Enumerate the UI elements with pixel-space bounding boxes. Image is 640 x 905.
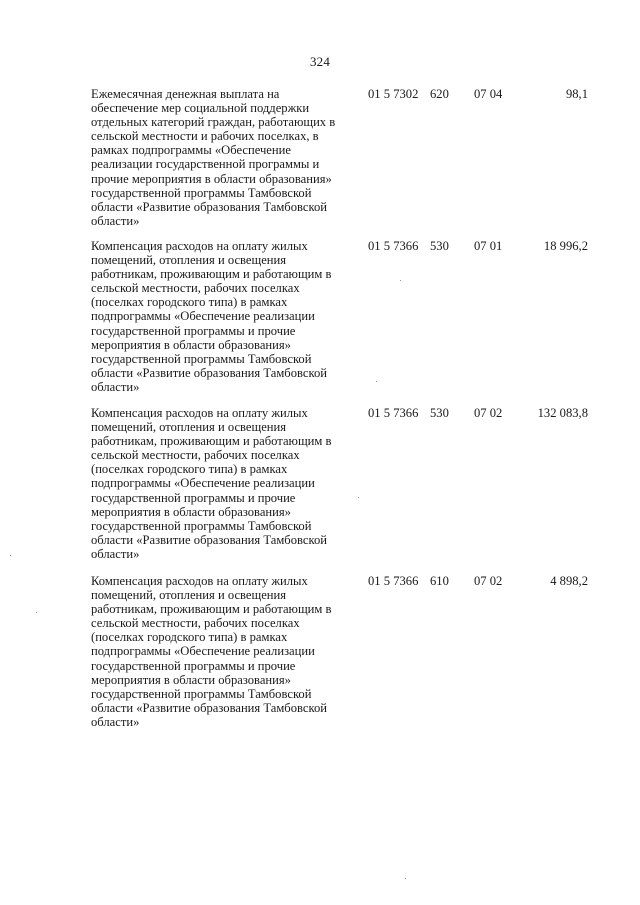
page-number: 324	[309, 54, 331, 69]
expense-description: Компенсация расходов на оплату жилых помещений, отопления и освещения работникам, проживающим и работающим в сельской местности, рабочих поселках (поселках городского типа) в рамках подпрограммы «Обеспечение реализации государственной программы и прочие мероприятия в области образования» государственной программы Тамбовской области «Развитие образования Тамбовской области»	[91, 574, 332, 729]
target-article-code: 01 5 7366	[368, 574, 419, 588]
expense-description: Компенсация расходов на оплату жилых помещений, отопления и освещения работникам, проживающим и работающим в сельской местности, рабочих поселках (поселках городского типа) в рамках подпрограммы «Обеспечение реализации государственной программы и прочие мероприятия в области образования» государственной программы Тамбовской области «Развитие образования Тамбовской области»	[91, 406, 332, 561]
target-article-code: 01 5 7366	[368, 406, 419, 420]
section-subsection-code: 07 01	[474, 239, 503, 253]
amount-value: 98,1	[565, 87, 588, 101]
amount-value: 18 996,2	[543, 239, 588, 253]
section-subsection-code: 07 02	[474, 406, 503, 420]
scan-speck	[405, 878, 406, 879]
section-subsection-code: 07 02	[474, 574, 503, 588]
scan-speck	[36, 612, 37, 613]
expense-type-code: 530	[430, 239, 449, 253]
expense-type-code: 610	[430, 574, 449, 588]
expense-description: Ежемесячная денежная выплата на обеспечение мер социальной поддержки отдельных категорий граждан, работающих в сельской местности и рабочих поселках, в рамках подпрограммы «Обеспечение реализации государственной программы и прочие мероприятия в области образования» государственной программы Тамбовской области «Развитие образования Тамбовской области»	[91, 87, 336, 228]
target-article-code: 01 5 7302	[368, 87, 419, 101]
scan-speck	[358, 497, 359, 498]
amount-value: 4 898,2	[550, 574, 588, 588]
scan-speck	[400, 280, 401, 281]
scan-speck	[10, 555, 11, 556]
expense-type-code: 620	[430, 87, 449, 101]
scan-speck	[376, 381, 377, 382]
section-subsection-code: 07 04	[474, 87, 503, 101]
expense-description: Компенсация расходов на оплату жилых помещений, отопления и освещения работникам, проживающим и работающим в сельской местности, рабочих поселках (поселках городского типа) в рамках подпрограммы «Обеспечение реализации государственной программы и прочие мероприятия в области образования» государственной программы Тамбовской области «Развитие образования Тамбовской области»	[91, 239, 332, 394]
target-article-code: 01 5 7366	[368, 239, 419, 253]
expense-type-code: 530	[430, 406, 449, 420]
amount-value: 132 083,8	[537, 406, 588, 420]
